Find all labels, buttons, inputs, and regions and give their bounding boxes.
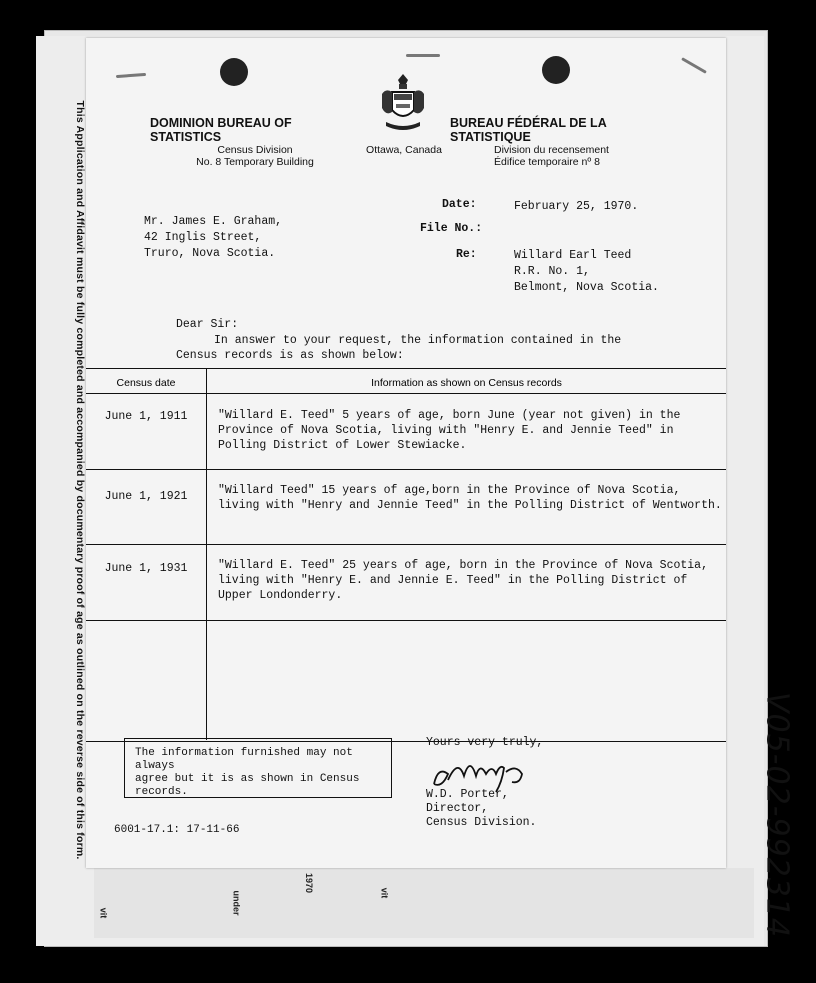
row-info-line: "Willard Teed" 15 years of age,born in the Province of Nova Scotia, bbox=[218, 484, 681, 497]
bottom-form-strip bbox=[94, 868, 754, 938]
header-right-line1: Division du recensement bbox=[494, 144, 609, 156]
disclaimer-line: agree but it is as shown in Census bbox=[135, 773, 360, 785]
row-info-line: living with "Henry and Jennie Teed" in the Polling District of Wentworth. bbox=[218, 499, 722, 512]
valediction: Yours very truly, bbox=[426, 736, 544, 749]
header-center-location: Ottawa, Canada bbox=[366, 144, 442, 156]
re-line: R.R. No. 1, bbox=[514, 265, 590, 278]
intro-line-2: Census records is as shown below: bbox=[176, 349, 404, 362]
row-1921-info bbox=[218, 483, 722, 513]
salutation: Dear Sir: bbox=[176, 318, 239, 331]
staple-mark bbox=[116, 73, 146, 78]
addressee-line: 42 Inglis Street, bbox=[144, 231, 262, 244]
disclaimer-box bbox=[124, 738, 392, 798]
row-info-line: "Willard E. Teed" 5 years of age, born June (year not given) in the bbox=[218, 409, 681, 422]
row-1931-info bbox=[218, 558, 708, 603]
re-line: Belmont, Nova Scotia. bbox=[514, 281, 659, 294]
date-value: February 25, 1970. bbox=[514, 200, 639, 213]
addressee-line: Mr. James E. Graham, bbox=[144, 215, 283, 228]
re-label: Re: bbox=[456, 248, 477, 261]
coat-of-arms-icon bbox=[378, 72, 428, 134]
row-1911-date: June 1, 1911 bbox=[104, 410, 188, 423]
strip-text-4: vit bbox=[379, 887, 390, 899]
strip-text-1: vit bbox=[98, 907, 109, 919]
letter-sheet bbox=[86, 38, 726, 868]
table-row-divider bbox=[86, 469, 726, 470]
addressee-line: Truro, Nova Scotia. bbox=[144, 247, 276, 260]
table-header-information: Information as shown on Census records bbox=[371, 377, 562, 389]
strip-text-3: 1970 bbox=[304, 872, 315, 894]
file-no-label: File No.: bbox=[420, 222, 483, 235]
signatory-block bbox=[426, 788, 536, 830]
row-info-line: Polling District of Lower Stewiacke. bbox=[218, 439, 467, 452]
header-left-title: DOMINION BUREAU OF STATISTICS bbox=[150, 116, 292, 144]
row-1921-date: June 1, 1921 bbox=[104, 490, 188, 503]
row-info-line: Province of Nova Scotia, living with "Henry E. and Jennie Teed" in bbox=[218, 424, 674, 437]
staple-mark bbox=[681, 57, 707, 74]
table-row-divider bbox=[86, 544, 726, 545]
row-info-line: living with "Henry E. and Jennie E. Teed" in the Polling District of bbox=[218, 574, 688, 587]
header-left bbox=[150, 116, 360, 168]
header-right-title: BUREAU FÉDÉRAL DE LA STATISTIQUE bbox=[450, 116, 607, 144]
header-left-line1: Census Division bbox=[217, 144, 293, 156]
date-label: Date: bbox=[442, 198, 477, 211]
header-right-line2: Édifice temporaire nº 8 bbox=[494, 156, 600, 168]
table-header-census-date: Census date bbox=[116, 377, 176, 389]
signatory-line: W.D. Porter, bbox=[426, 788, 509, 801]
addressee-block bbox=[144, 214, 282, 262]
row-info-line: Upper Londonderry. bbox=[218, 589, 343, 602]
disclaimer-line: The information furnished may not always bbox=[135, 747, 353, 772]
staple-mark bbox=[406, 54, 440, 57]
punch-hole-right bbox=[542, 56, 570, 84]
header-right bbox=[450, 116, 670, 168]
header-left-line2: No. 8 Temporary Building bbox=[196, 156, 314, 168]
disclaimer-line: records. bbox=[135, 786, 188, 798]
re-block bbox=[514, 248, 659, 296]
handwritten-number-label: V05-02-992314 bbox=[759, 691, 795, 939]
signatory-line: Director, bbox=[426, 802, 489, 815]
handwritten-file-number bbox=[750, 690, 804, 940]
row-info-line: "Willard E. Teed" 25 years of age, born in the Province of Nova Scotia, bbox=[218, 559, 708, 572]
intro-line-1: In answer to your request, the information contained in the bbox=[214, 334, 622, 347]
signatory-line: Census Division. bbox=[426, 816, 537, 829]
row-1911-info bbox=[218, 408, 680, 453]
table-row-divider bbox=[86, 620, 726, 621]
re-line: Willard Earl Teed bbox=[514, 249, 632, 262]
table-header-divider bbox=[86, 393, 726, 394]
row-1931-date: June 1, 1931 bbox=[104, 562, 188, 575]
form-code: 6001-17.1: 17-11-66 bbox=[114, 824, 240, 836]
table-column-divider bbox=[206, 368, 207, 740]
punch-hole-left bbox=[220, 58, 248, 86]
side-instruction-label: This Application and Affidavit must be fully completed and accompanied by documentary proof of age as outlined on the reverse side of this form. bbox=[74, 100, 86, 860]
strip-text-2: under bbox=[231, 890, 242, 916]
